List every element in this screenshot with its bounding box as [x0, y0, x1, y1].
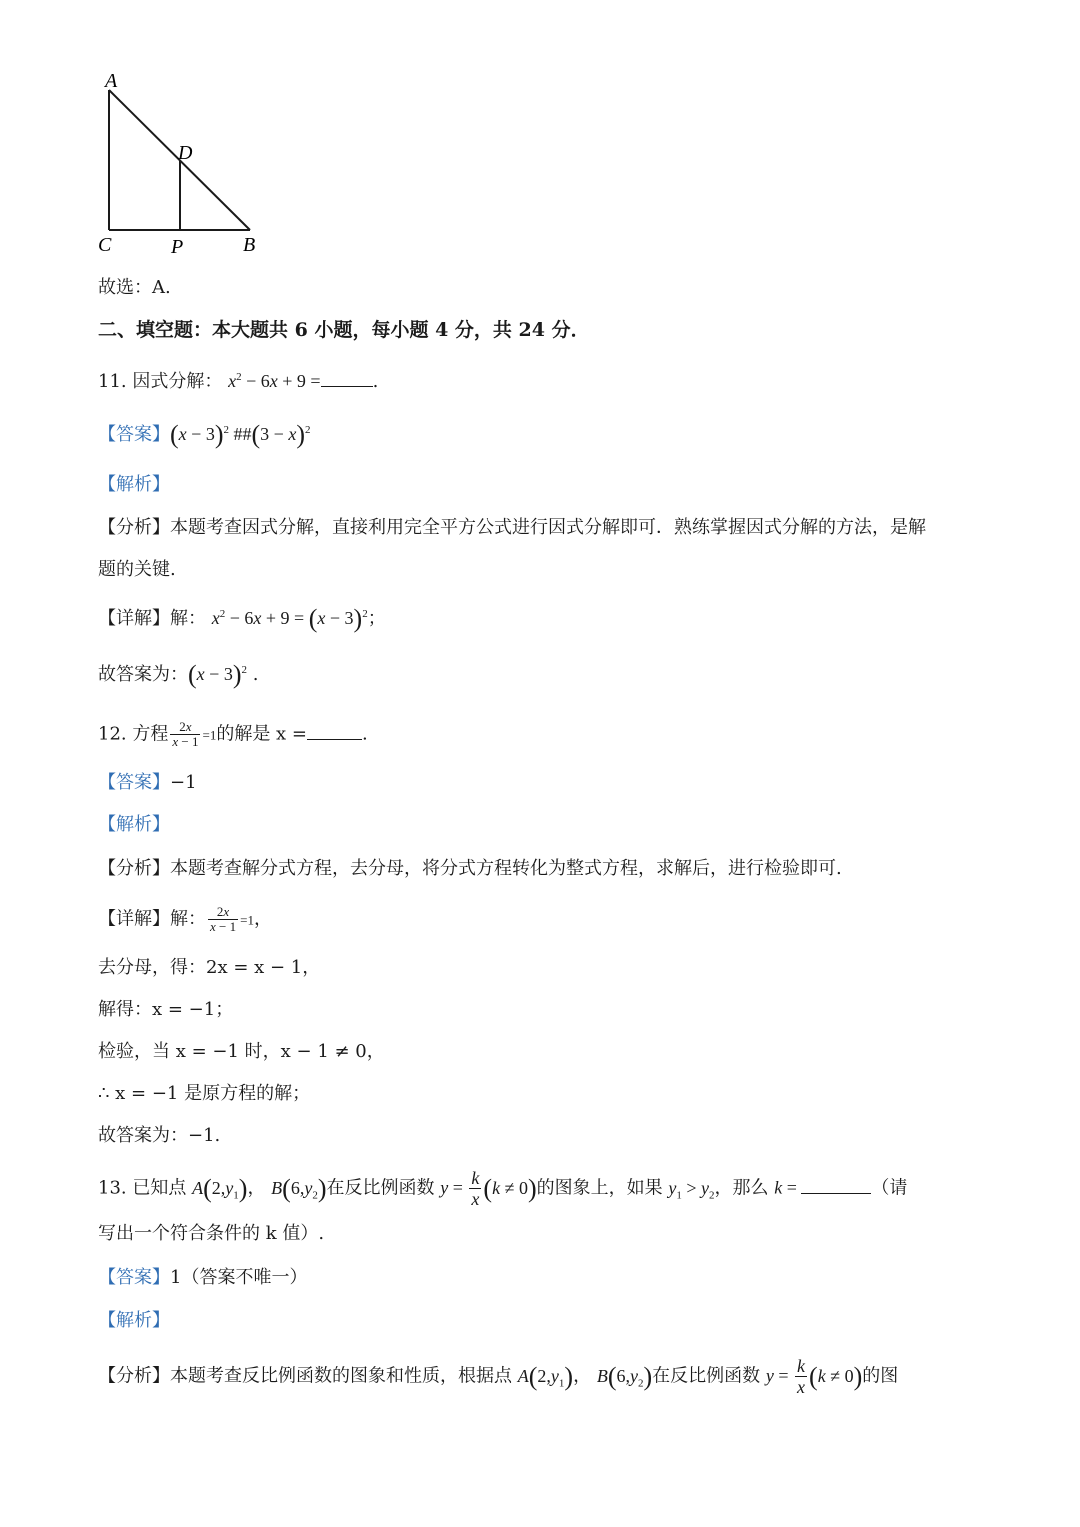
label-C: C: [98, 234, 112, 256]
label-D: D: [178, 142, 193, 164]
q12-answer: 【答案】−1: [98, 772, 197, 793]
q13-analysis: 【分析】本题考查反比例函数的图象和性质，根据点 $A(2,y_1)$， $B(6,y_2)$在反比例函数 y = $\frac{k}{x}$ (k ≠ 0)的图: [98, 1356, 899, 1397]
q13-question-1: 13. 已知点 $A(2,y_1)$， $B(6,y_2)$在反比例函数 y = $\frac{k}{x}$ (k ≠ 0)的图象上，如果 $y_1 > y_2$，那么 k = （请: [98, 1168, 908, 1209]
q13-question-2: 写出一个符合条件的 k 值）.: [98, 1223, 325, 1244]
q11-detail: 【详解】解： $x^2 - 6x + 9 = (x - 3)^2$；: [98, 604, 386, 633]
q12-fraction: $\frac{2x}{x - 1}$: [172, 719, 199, 749]
label-A: A: [105, 70, 118, 92]
q12-final: 故答案为：−1.: [98, 1125, 221, 1146]
label-B: B: [243, 234, 256, 256]
q12-analysis: 【分析】本题考查解分式方程，去分母，将分式方程转化为整式方程，求解后，进行检验即可.: [98, 858, 842, 879]
q11-jiexi-tag: 【解析】: [98, 474, 170, 495]
label-P: P: [171, 236, 184, 258]
q12-step-2: 解得：x = −1；: [98, 999, 234, 1020]
q11-answer-math: $(x - 3)^2$ ##(3 − x)$^2$: [170, 420, 311, 449]
q11-answer: 【答案】$(x - 3)^2$ ##(3 − x)$^2$: [98, 420, 311, 449]
q11-final: 故答案为：$(x - 3)^2$ .: [98, 660, 259, 689]
q12-step-3: 检验，当 x = −1 时，x − 1 ≠ 0，: [98, 1041, 385, 1062]
q12-jiexi-tag: 【解析】: [98, 814, 170, 835]
q13-jiexi-tag: 【解析】: [98, 1310, 170, 1331]
q13-answer: 【答案】1（答案不唯一）: [98, 1267, 308, 1288]
conclusion-line: 故选：A.: [98, 277, 171, 298]
section-heading: 二、填空题：本大题共 6 小题，每小题 4 分，共 24 分．: [98, 319, 590, 341]
q12-step-1: 去分母，得：2x = x − 1，: [98, 957, 321, 978]
triangle-figure: [95, 66, 275, 266]
q12-step-4: ∴ x = −1 是原方程的解；: [98, 1083, 311, 1104]
q12-question: 12. 方程 $\frac{2x}{x - 1}$ =1的解是 x = .: [98, 719, 368, 749]
q11-analysis-2: 题的关键.: [98, 559, 176, 580]
q11-expression: $x^2 - 6x + 9$ =: [228, 371, 321, 391]
q11-analysis-1: 【分析】本题考查因式分解，直接利用完全平方公式进行因式分解即可．熟练掌握因式分解的方法，是解: [98, 517, 926, 538]
q12-detail: 【详解】解： $\frac{2x}{x - 1}$ =1，: [98, 904, 272, 934]
q11-question: 11. 因式分解： $x^2 - 6x + 9$ = .: [98, 371, 379, 392]
